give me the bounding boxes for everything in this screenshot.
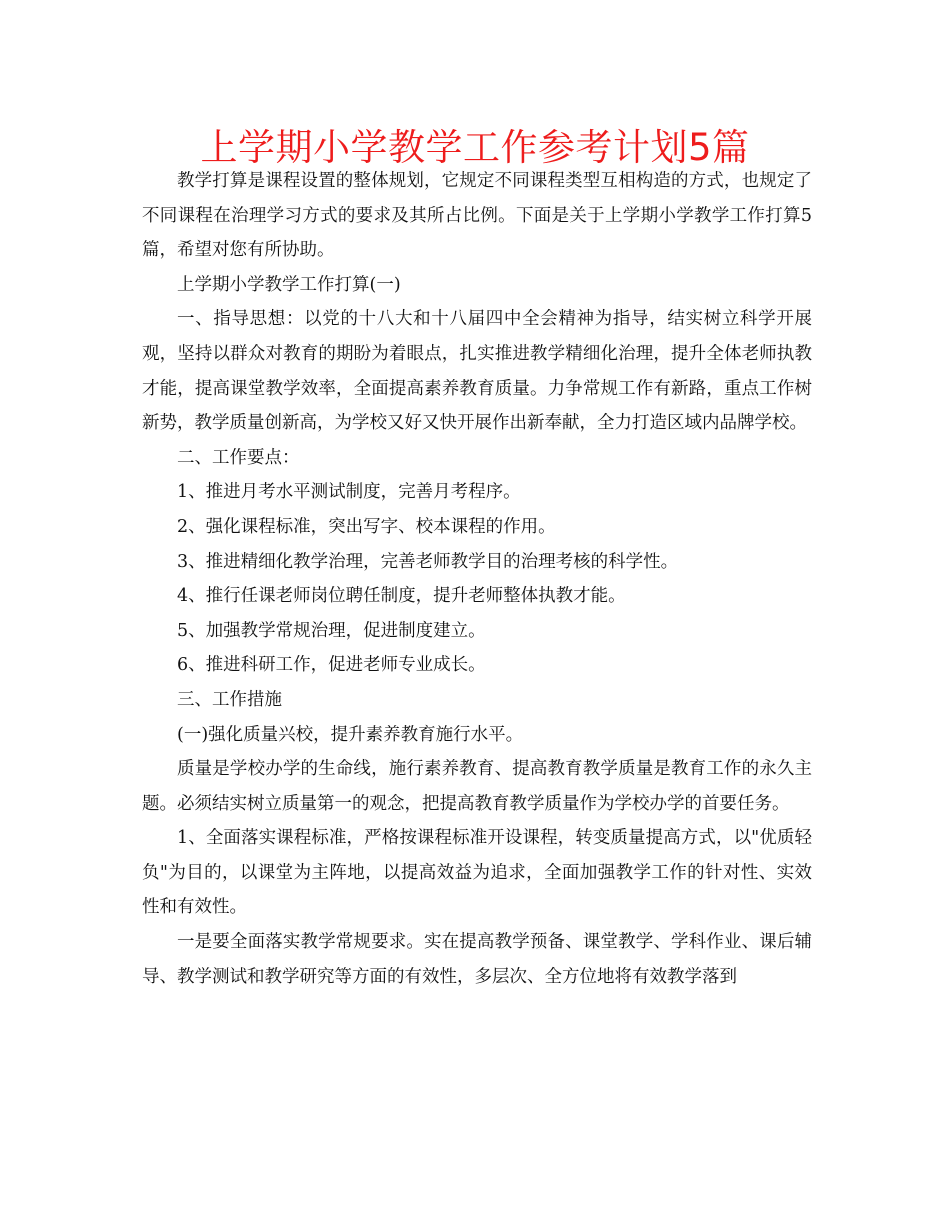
document-title: 上学期小学教学工作参考计划5篇 <box>200 126 750 169</box>
paragraph-teaching-routine: 一是要全面落实教学常规要求。实在提高教学预备、课堂教学、学科作业、课后辅导、教学测试和教学研究等方面的有效性，多层次、全方位地将有效教学落到 <box>142 932 812 987</box>
subsection-heading-quality: (一)强化质量兴校，提升素养教育施行水平。 <box>177 724 524 745</box>
paragraph-guiding-ideology: 一、指导思想：以党的十八大和十八届四中全会精神为指导，结实树立科学开展观，坚持以群众对教育的期盼为着眼点，扎实推进教学精细化治理，提升全体老师执教才能，提高课堂教学效率，全面提高素养教育质量。力争常规工作有新路，重点工作树新势，教学质量创新高，为学校又好又快开展作出新奉献，全力打造区域内品牌学校。 <box>142 309 812 434</box>
section-heading-work-points: 二、工作要点： <box>177 447 300 468</box>
list-item: 6、推进科研工作，促进老师专业成长。 <box>177 655 486 676</box>
list-item: 1、推进月考水平测试制度，完善月考程序。 <box>177 482 521 503</box>
list-item: 4、推行任课老师岗位聘任制度，提升老师整体执教才能。 <box>177 586 626 607</box>
section-heading-work-measures: 三、工作措施 <box>177 689 282 710</box>
section-heading-plan-one: 上学期小学教学工作打算(一) <box>177 274 401 295</box>
document-body <box>142 164 812 994</box>
list-item: 2、强化课程标准，突出写字、校本课程的作用。 <box>177 516 556 537</box>
paragraph-intro: 教学打算是课程设置的整体规划，它规定不同课程类型互相构造的方式，也规定了不同课程在治理学习方式的要求及其所占比例。下面是关于上学期小学教学工作打算5篇，希望对您有所协助。 <box>142 171 812 261</box>
list-item: 3、推进精细化教学治理，完善老师教学目的治理考核的科学性。 <box>177 551 679 572</box>
paragraph-quality-lifeline: 质量是学校办学的生命线，施行素养教育、提高教育教学质量是教育工作的永久主题。必须结实树立质量第一的观念，把提高教育教学质量作为学校办学的首要任务。 <box>142 759 812 814</box>
list-item: 5、加强教学常规治理，促进制度建立。 <box>177 620 486 641</box>
paragraph-curriculum-standards: 1、全面落实课程标准，严格按课程标准开设课程，转变质量提高方式，以"优质轻负"为目的，以课堂为主阵地，以提高效益为追求，全面加强教学工作的针对性、实效性和有效性。 <box>142 828 812 918</box>
